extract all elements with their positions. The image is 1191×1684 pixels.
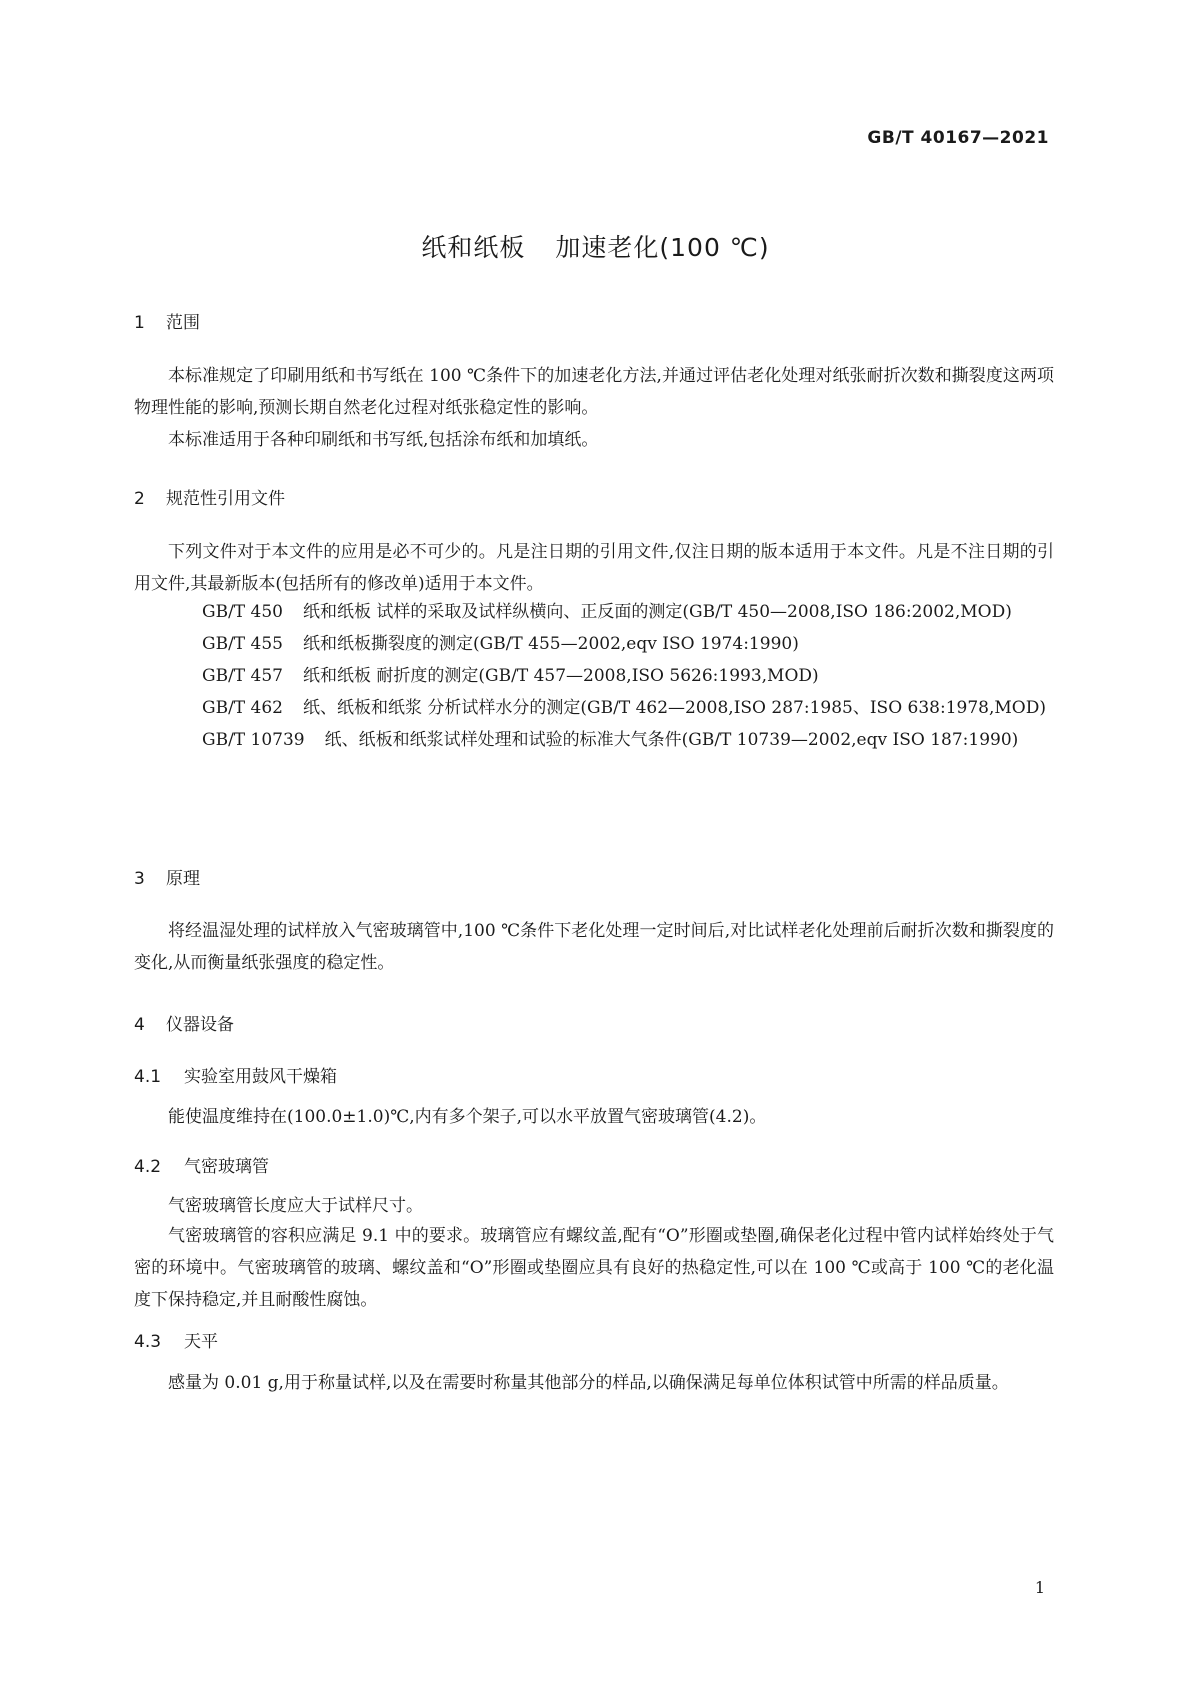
title-part1: 纸和纸板: [421, 233, 526, 262]
section-2-heading: 2 规范性引用文件: [134, 489, 285, 509]
section-4-heading: 4 仪器设备: [134, 1015, 234, 1035]
section-4-3-paragraph-1: 感量为 0.01 g,用于称量试样,以及在需要时称量其他部分的样品,以确保满足每单位体积试管中所需的样品质量。: [168, 1373, 1009, 1393]
section-4-3-heading: 4.3 天平: [134, 1332, 218, 1352]
title-part2: 加速老化(100 ℃): [555, 233, 770, 262]
reference-item: GB/T 457 纸和纸板 耐折度的测定(GB/T 457—2008,ISO 5626:1993,MOD): [202, 666, 819, 686]
section-4-1-heading: 4.1 实验室用鼓风干燥箱: [134, 1067, 337, 1087]
standard-code: GB/T 40167—2021: [867, 128, 1049, 148]
section-1-paragraph-2: 本标准适用于各种印刷纸和书写纸,包括涂布纸和加填纸。: [168, 430, 599, 450]
reference-item: GB/T 450 纸和纸板 试样的采取及试样纵横向、正反面的测定(GB/T 450—2008,ISO 186:2002,MOD): [202, 602, 1012, 622]
reference-item: GB/T 455 纸和纸板撕裂度的测定(GB/T 455—2002,eqv ISO 1974:1990): [202, 634, 799, 654]
section-3-heading: 3 原理: [134, 869, 200, 889]
section-3-paragraph-1: 将经温湿处理的试样放入气密玻璃管中,100 ℃条件下老化处理一定时间后,对比试样老化处理前后耐折次数和撕裂度的变化,从而衡量纸张强度的稳定性。: [134, 921, 1054, 973]
reference-item: GB/T 462 纸、纸板和纸浆 分析试样水分的测定(GB/T 462—2008,ISO 287:1985、ISO 638:1978,MOD): [202, 698, 1046, 718]
section-1-paragraph-1: 本标准规定了印刷用纸和书写纸在 100 ℃条件下的加速老化方法,并通过评估老化处理对纸张耐折次数和撕裂度这两项物理性能的影响,预测长期自然老化过程对纸张稳定性的影响。: [134, 366, 1054, 418]
section-1-heading: 1 范围: [134, 313, 200, 333]
section-4-2-paragraph-2: 气密玻璃管的容积应满足 9.1 中的要求。玻璃管应有螺纹盖,配有“O”形圈或垫圈,确保老化过程中管内试样始终处于气密的环境中。气密玻璃管的玻璃、螺纹盖和“O”形圈或垫圈应具有良好的热稳定性,可以在 100 ℃或高于 100 ℃的老化温度下保持稳定,并且耐酸性腐蚀。: [134, 1226, 1054, 1310]
section-4-2-paragraph-1: 气密玻璃管长度应大于试样尺寸。: [168, 1196, 423, 1216]
reference-item: GB/T 10739 纸、纸板和纸浆试样处理和试验的标准大气条件(GB/T 10739—2002,eqv ISO 187:1990): [202, 730, 1019, 750]
section-4-1-paragraph-1: 能使温度维持在(100.0±1.0)℃,内有多个架子,可以水平放置气密玻璃管(4.2)。: [168, 1107, 767, 1127]
document-title: [0, 228, 1191, 264]
section-2-paragraph-1: 下列文件对于本文件的应用是必不可少的。凡是注日期的引用文件,仅注日期的版本适用于本文件。凡是不注日期的引用文件,其最新版本(包括所有的修改单)适用于本文件。: [134, 542, 1054, 594]
page-number: 1: [1034, 1578, 1045, 1597]
normative-references-list: [134, 596, 1054, 756]
section-4-2-heading: 4.2 气密玻璃管: [134, 1157, 269, 1177]
